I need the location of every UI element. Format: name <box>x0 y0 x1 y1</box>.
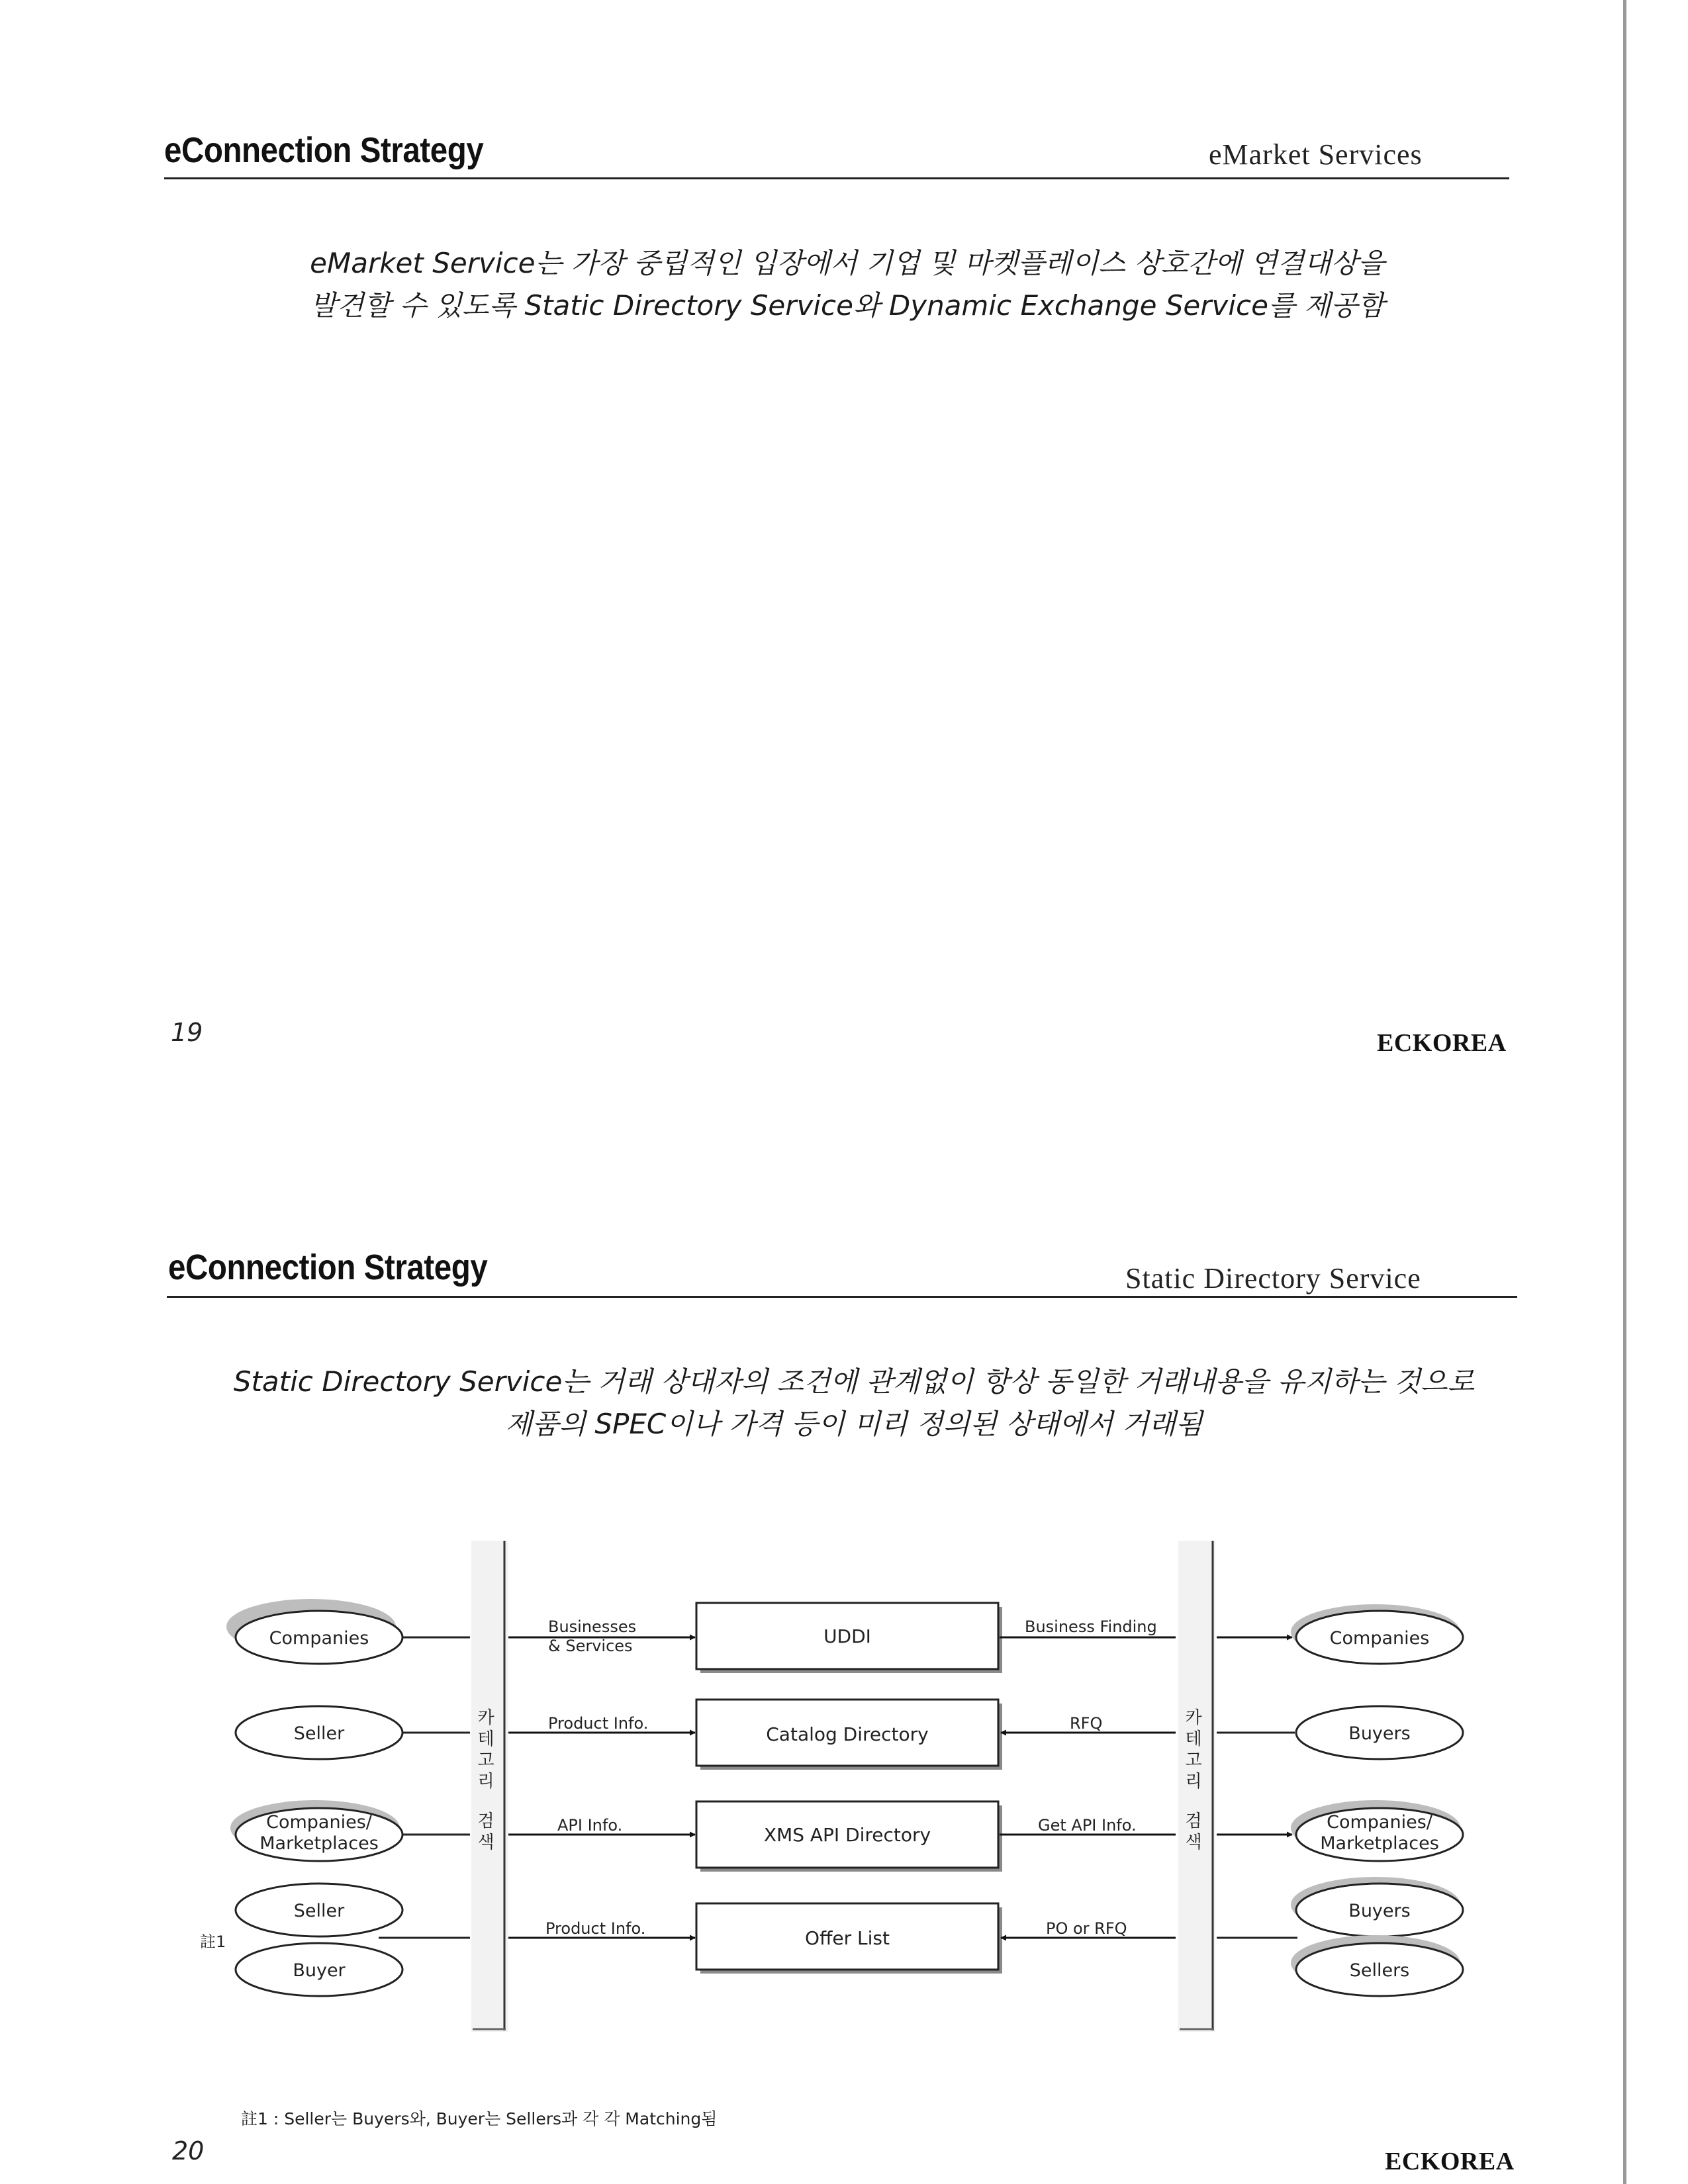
left-entity-buyer-label: Buyer <box>293 1960 346 1981</box>
page-19-number: 19 <box>171 1018 203 1047</box>
left-category-char-4: 리 <box>477 1772 494 1792</box>
left-flow-label-product-info: Product Info. <box>548 1714 649 1733</box>
page-19-section-title: eMarket Services <box>1209 138 1423 171</box>
right-flow-label-business-finding: Business Finding <box>1025 1617 1157 1636</box>
left-category-char-5: 검 <box>477 1811 494 1831</box>
right-category-char-1: 카 <box>1185 1708 1202 1728</box>
right-category-char-6: 색 <box>1185 1833 1202 1852</box>
page-19-brand: ECKOREA <box>1377 1029 1507 1057</box>
page-19-intro-line-1: eMarket Service는 가장 중립적인 입장에서 기업 및 마켓플레이스 상호간에 연결대상을 <box>310 247 1385 279</box>
page-20-number: 20 <box>172 2136 205 2165</box>
left-flow-label-api-info: API Info. <box>557 1816 623 1835</box>
page-19-header-title: eConnection Strategy <box>164 130 484 170</box>
page-20-section-title: Static Directory Service <box>1125 1262 1421 1295</box>
right-entity-buyers-label: Buyers <box>1348 1723 1411 1744</box>
right-entity-buyers-2 <box>1291 1877 1463 1936</box>
left-category-char-6: 색 <box>477 1833 494 1852</box>
page-20-header-title: eConnection Strategy <box>168 1248 488 1287</box>
page-20-intro-line-2: 제품의 SPEC이나 가격 등이 미리 정의된 상태에서 거래됨 <box>505 1408 1203 1440</box>
right-entity-sellers <box>1291 1935 1463 1996</box>
right-flow-label-po-or-rfq: PO or RFQ <box>1046 1919 1127 1938</box>
diagram-note-mark: 註1 <box>200 1933 226 1951</box>
left-entity-seller-label: Seller <box>293 1723 345 1744</box>
left-flow-label-product-info-2: Product Info. <box>545 1919 646 1938</box>
page-20-intro-line-1: Static Directory Service는 거래 상대자의 조건에 관계없이 항상 동일한 거래내용을 유지하는 것으로 <box>233 1365 1475 1398</box>
directory-xms-api <box>696 1801 1002 1872</box>
right-entity-companies-marketplaces-label-2: Marketplaces <box>1320 1833 1439 1854</box>
directory-offer-list-label: Offer List <box>805 1927 890 1949</box>
right-flow-label-get-api-info: Get API Info. <box>1038 1816 1137 1835</box>
right-entity-buyers-2-label: Buyers <box>1348 1901 1411 1921</box>
directory-catalog-label: Catalog Directory <box>766 1723 929 1745</box>
right-entity-companies <box>1291 1604 1463 1664</box>
page-20-brand: ECKOREA <box>1385 2148 1515 2175</box>
right-entity-companies-marketplaces-label-1: Companies/ <box>1327 1812 1432 1833</box>
left-entity-seller <box>236 1706 402 1759</box>
page-20-footnote: 註1 : Seller는 Buyers와, Buyer는 Sellers과 각 각 Matching됨 <box>241 2109 718 2128</box>
right-entity-sellers-label: Sellers <box>1349 1960 1410 1981</box>
directory-offer-list <box>696 1903 1002 1974</box>
right-entity-buyers <box>1296 1706 1463 1759</box>
right-category-char-4: 리 <box>1185 1772 1202 1792</box>
left-entity-companies-marketplaces-label-1: Companies/ <box>266 1812 372 1833</box>
left-entity-buyer <box>236 1943 402 1996</box>
left-entity-companies-label: Companies <box>269 1628 369 1649</box>
directory-uddi-label: UDDI <box>823 1625 871 1647</box>
right-category-char-3: 고 <box>1185 1751 1202 1770</box>
right-flow-label-rfq: RFQ <box>1070 1714 1103 1733</box>
left-entity-companies <box>226 1599 402 1664</box>
page-19-intro-line-2: 발견할 수 있도록 Static Directory Service와 Dynamic Exchange Service를 제공함 <box>310 289 1385 322</box>
right-entity-companies-label: Companies <box>1329 1628 1430 1649</box>
directory-xms-api-label: XMS API Directory <box>763 1824 931 1846</box>
left-category-char-3: 고 <box>477 1751 494 1770</box>
right-category-char-2: 테 <box>1185 1729 1202 1749</box>
left-entity-seller-2-label: Seller <box>293 1901 345 1921</box>
left-category-char-2: 테 <box>477 1729 494 1749</box>
directory-uddi <box>696 1603 1002 1673</box>
right-category-char-5: 검 <box>1185 1811 1202 1831</box>
left-entity-companies-marketplaces-label-2: Marketplaces <box>259 1833 379 1854</box>
left-entity-companies-marketplaces <box>230 1800 402 1861</box>
directory-catalog <box>696 1700 1002 1770</box>
left-flow-label-businesses-2: & Services <box>548 1637 633 1655</box>
left-category-char-1: 카 <box>477 1708 494 1728</box>
right-entity-companies-marketplaces <box>1291 1800 1463 1861</box>
left-entity-seller-2 <box>236 1884 402 1936</box>
left-flow-label-businesses-1: Businesses <box>548 1617 637 1636</box>
